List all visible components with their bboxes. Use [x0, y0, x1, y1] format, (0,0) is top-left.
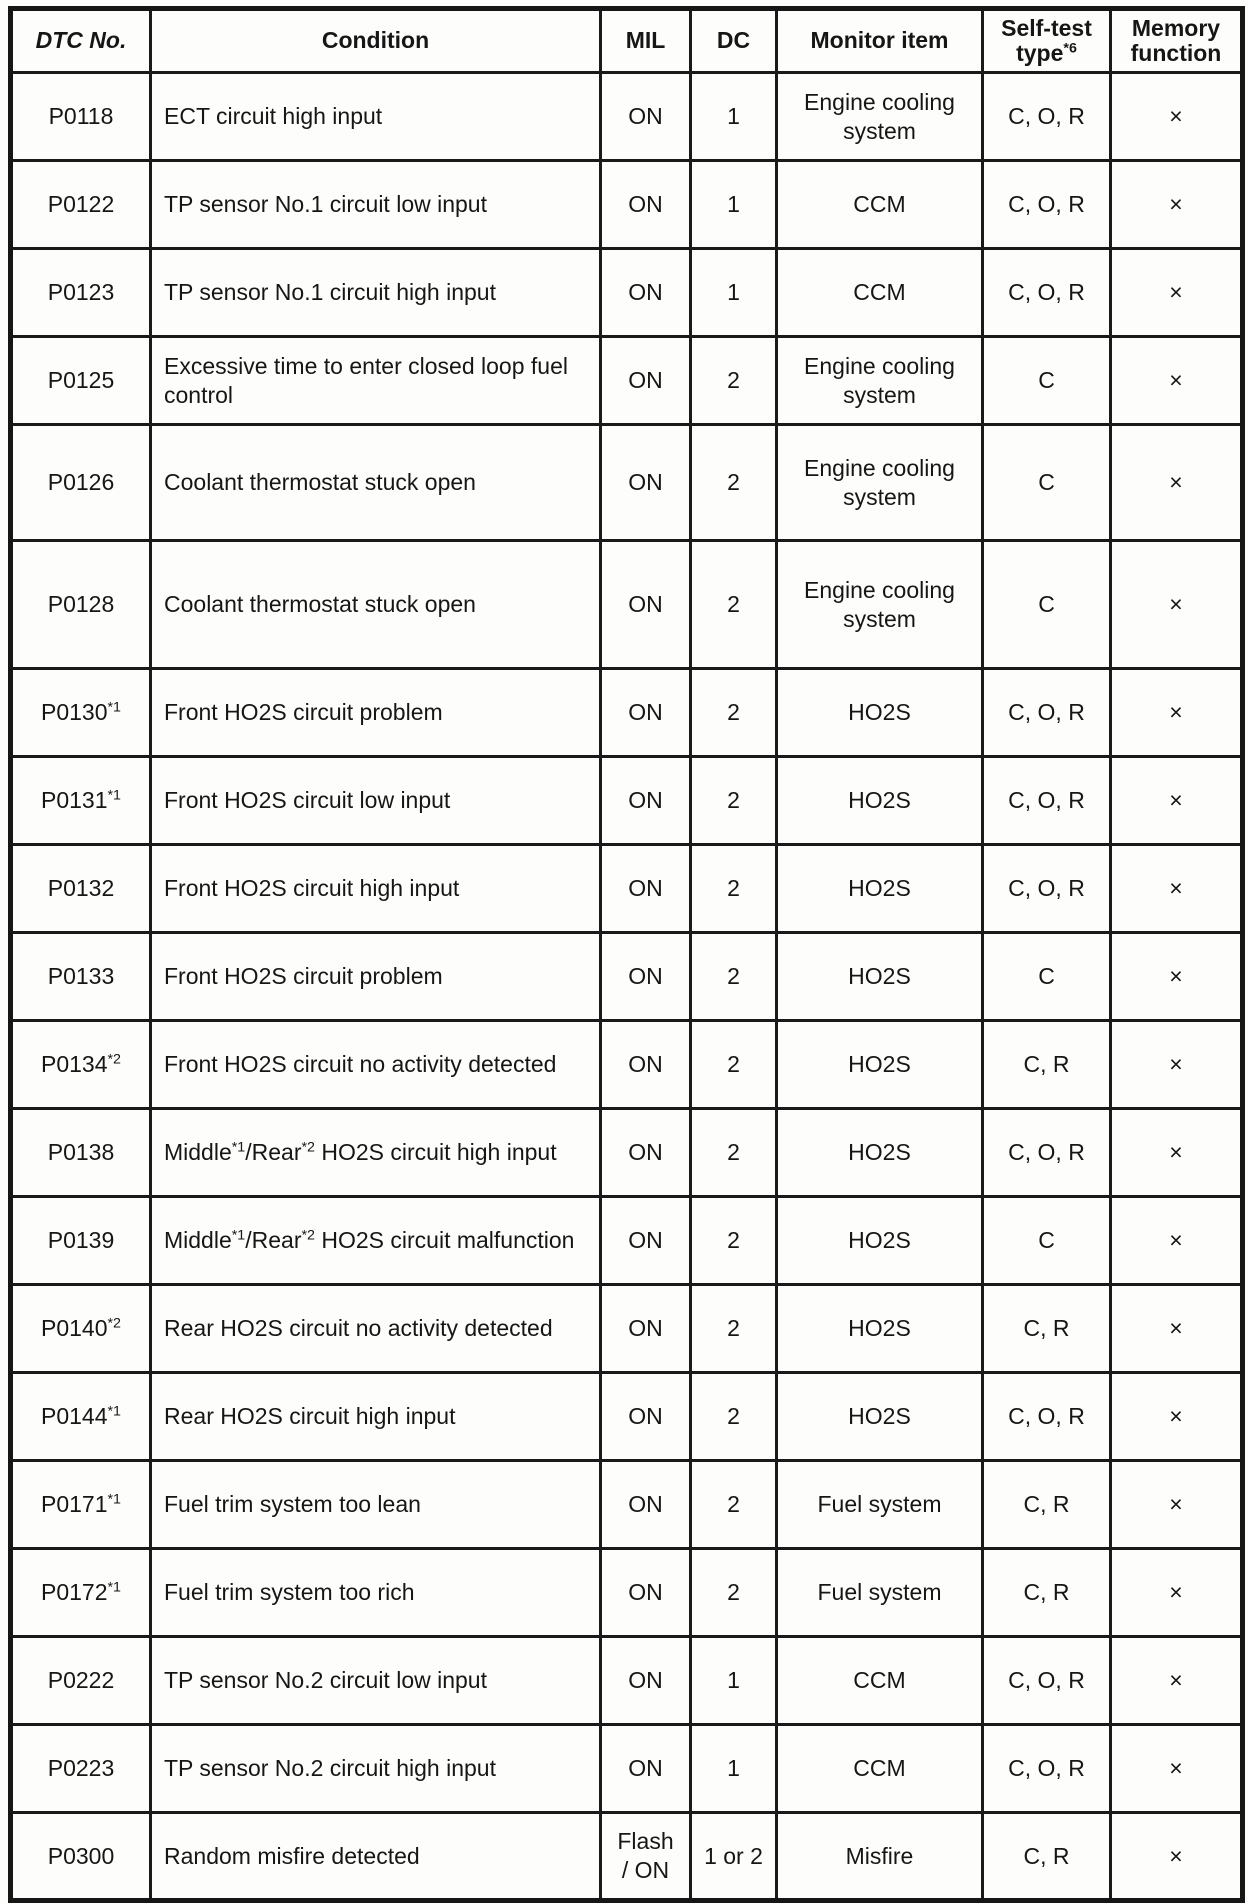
- table-row: [11, 1549, 1243, 1637]
- dtc-cell: P0130$^{*1}$: [11, 669, 151, 757]
- memory-function-cell: ×: [1111, 161, 1243, 249]
- condition-cell: TP sensor No.2 circuit high input: [151, 1725, 601, 1813]
- self-test-type-cell: C, O, R: [983, 757, 1111, 845]
- monitor-item-cell: Engine cooling system: [777, 73, 983, 161]
- table-row: [11, 1285, 1243, 1373]
- condition-cell: Excessive time to enter closed loop fuel control: [151, 337, 601, 425]
- condition-cell: Front HO2S circuit problem: [151, 669, 601, 757]
- mil-cell: ON: [601, 161, 691, 249]
- dtc-cell: P0138: [11, 1109, 151, 1197]
- dc-cell: 2: [691, 1461, 777, 1549]
- self-test-type-cell: C, O, R: [983, 161, 1111, 249]
- monitor-item-cell: HO2S: [777, 1109, 983, 1197]
- table-body: [11, 73, 1243, 1901]
- table-row: [11, 337, 1243, 425]
- dc-cell: 2: [691, 425, 777, 541]
- dtc-cell: P0144$^{*1}$: [11, 1373, 151, 1461]
- dc-cell: 2: [691, 669, 777, 757]
- memory-function-cell: ×: [1111, 845, 1243, 933]
- condition-cell: Rear HO2S circuit no activity detected: [151, 1285, 601, 1373]
- self-test-type-cell: C: [983, 337, 1111, 425]
- dtc-cell: P0223: [11, 1725, 151, 1813]
- dtc-cell: P0131$^{*1}$: [11, 757, 151, 845]
- mil-cell: ON: [601, 1725, 691, 1813]
- mil-cell: ON: [601, 425, 691, 541]
- dc-cell: 2: [691, 933, 777, 1021]
- self-test-type-cell: C, R: [983, 1549, 1111, 1637]
- mil-cell: ON: [601, 73, 691, 161]
- mil-cell: ON: [601, 1373, 691, 1461]
- table-row: [11, 845, 1243, 933]
- memory-function-cell: ×: [1111, 1021, 1243, 1109]
- table-row: [11, 757, 1243, 845]
- monitor-item-cell: HO2S: [777, 1373, 983, 1461]
- self-test-type-cell: C, O, R: [983, 249, 1111, 337]
- condition-cell: Front HO2S circuit high input: [151, 845, 601, 933]
- condition-cell: Middle$^{*1}$/Rear$^{*2}$ HO2S circuit malfunction: [151, 1197, 601, 1285]
- mil-cell: ON: [601, 337, 691, 425]
- table-row: [11, 1637, 1243, 1725]
- memory-function-cell: ×: [1111, 669, 1243, 757]
- monitor-item-cell: CCM: [777, 249, 983, 337]
- table-row: [11, 1109, 1243, 1197]
- table-row: [11, 1813, 1243, 1901]
- table-row: [11, 161, 1243, 249]
- monitor-item-cell: Fuel system: [777, 1461, 983, 1549]
- mil-cell: ON: [601, 1109, 691, 1197]
- memory-function-cell: ×: [1111, 1373, 1243, 1461]
- memory-function-cell: ×: [1111, 933, 1243, 1021]
- monitor-item-cell: Fuel system: [777, 1549, 983, 1637]
- monitor-item-cell: HO2S: [777, 1285, 983, 1373]
- table-row: [11, 1373, 1243, 1461]
- header-dc: DC: [691, 9, 777, 73]
- dtc-cell: P0134$^{*2}$: [11, 1021, 151, 1109]
- condition-cell: Random misfire detected: [151, 1813, 601, 1901]
- monitor-item-cell: HO2S: [777, 757, 983, 845]
- mil-cell: Flash / ON: [601, 1813, 691, 1901]
- monitor-item-cell: Engine cooling system: [777, 541, 983, 669]
- dc-cell: 2: [691, 845, 777, 933]
- dc-cell: 2: [691, 1197, 777, 1285]
- dc-cell: 2: [691, 337, 777, 425]
- monitor-item-cell: HO2S: [777, 669, 983, 757]
- dtc-cell: P0126: [11, 425, 151, 541]
- monitor-item-cell: Engine cooling system: [777, 425, 983, 541]
- mil-cell: ON: [601, 757, 691, 845]
- condition-cell: TP sensor No.1 circuit high input: [151, 249, 601, 337]
- condition-cell: TP sensor No.2 circuit low input: [151, 1637, 601, 1725]
- self-test-type-cell: C, R: [983, 1461, 1111, 1549]
- self-test-type-cell: C, O, R: [983, 669, 1111, 757]
- table-row: [11, 541, 1243, 669]
- table-row: [11, 933, 1243, 1021]
- header-memory-function: Memory function: [1111, 9, 1243, 73]
- monitor-item-cell: CCM: [777, 1637, 983, 1725]
- memory-function-cell: ×: [1111, 249, 1243, 337]
- self-test-type-cell: C, R: [983, 1021, 1111, 1109]
- header-condition: Condition: [151, 9, 601, 73]
- header-row: [11, 9, 1243, 73]
- dc-cell: 1: [691, 1725, 777, 1813]
- memory-function-cell: ×: [1111, 1285, 1243, 1373]
- monitor-item-cell: Misfire: [777, 1813, 983, 1901]
- dc-cell: 2: [691, 541, 777, 669]
- condition-cell: Front HO2S circuit low input: [151, 757, 601, 845]
- mil-cell: ON: [601, 541, 691, 669]
- dtc-cell: P0125: [11, 337, 151, 425]
- monitor-item-cell: HO2S: [777, 845, 983, 933]
- self-test-type-cell: C: [983, 425, 1111, 541]
- condition-cell: Middle$^{*1}$/Rear$^{*2}$ HO2S circuit high input: [151, 1109, 601, 1197]
- dtc-cell: P0122: [11, 161, 151, 249]
- condition-cell: Coolant thermostat stuck open: [151, 425, 601, 541]
- dtc-table: [8, 6, 1245, 1903]
- self-test-type-cell: C, O, R: [983, 1725, 1111, 1813]
- condition-cell: ECT circuit high input: [151, 73, 601, 161]
- monitor-item-cell: Engine cooling system: [777, 337, 983, 425]
- dtc-cell: P0140$^{*2}$: [11, 1285, 151, 1373]
- condition-cell: Fuel trim system too lean: [151, 1461, 601, 1549]
- dc-cell: 2: [691, 1021, 777, 1109]
- table-row: [11, 73, 1243, 161]
- table-row: [11, 425, 1243, 541]
- memory-function-cell: ×: [1111, 1813, 1243, 1901]
- dtc-cell: P0300: [11, 1813, 151, 1901]
- dc-cell: 1: [691, 249, 777, 337]
- memory-function-cell: ×: [1111, 73, 1243, 161]
- monitor-item-cell: HO2S: [777, 933, 983, 1021]
- table-row: [11, 1197, 1243, 1285]
- dtc-cell: P0118: [11, 73, 151, 161]
- dtc-cell: P0172$^{*1}$: [11, 1549, 151, 1637]
- mil-cell: ON: [601, 1549, 691, 1637]
- monitor-item-cell: CCM: [777, 161, 983, 249]
- dtc-cell: P0222: [11, 1637, 151, 1725]
- self-test-type-cell: C: [983, 933, 1111, 1021]
- mil-cell: ON: [601, 1197, 691, 1285]
- table-row: [11, 1461, 1243, 1549]
- self-test-type-cell: C, O, R: [983, 1109, 1111, 1197]
- self-test-type-cell: C, O, R: [983, 845, 1111, 933]
- mil-cell: ON: [601, 1461, 691, 1549]
- table-row: [11, 1725, 1243, 1813]
- monitor-item-cell: HO2S: [777, 1021, 983, 1109]
- mil-cell: ON: [601, 249, 691, 337]
- header-mil: MIL: [601, 9, 691, 73]
- dc-cell: 2: [691, 1549, 777, 1637]
- dc-cell: 2: [691, 757, 777, 845]
- dtc-cell: P0171$^{*1}$: [11, 1461, 151, 1549]
- dc-cell: 2: [691, 1285, 777, 1373]
- self-test-type-cell: C, R: [983, 1285, 1111, 1373]
- dc-cell: 2: [691, 1109, 777, 1197]
- dc-cell: 2: [691, 1373, 777, 1461]
- memory-function-cell: ×: [1111, 1197, 1243, 1285]
- memory-function-cell: ×: [1111, 541, 1243, 669]
- table-row: [11, 249, 1243, 337]
- dc-cell: 1: [691, 161, 777, 249]
- monitor-item-cell: CCM: [777, 1725, 983, 1813]
- memory-function-cell: ×: [1111, 1637, 1243, 1725]
- mil-cell: ON: [601, 1637, 691, 1725]
- header-self-test-type: Self-test type$^{*6}$: [983, 9, 1111, 73]
- dc-cell: 1 or 2: [691, 1813, 777, 1901]
- dtc-cell: P0128: [11, 541, 151, 669]
- dc-cell: 1: [691, 1637, 777, 1725]
- dtc-cell: P0133: [11, 933, 151, 1021]
- condition-cell: Fuel trim system too rich: [151, 1549, 601, 1637]
- table-row: [11, 1021, 1243, 1109]
- memory-function-cell: ×: [1111, 425, 1243, 541]
- self-test-type-cell: C, R: [983, 1813, 1111, 1901]
- memory-function-cell: ×: [1111, 1461, 1243, 1549]
- memory-function-cell: ×: [1111, 1725, 1243, 1813]
- table-row: [11, 669, 1243, 757]
- memory-function-cell: ×: [1111, 1109, 1243, 1197]
- self-test-type-cell: C: [983, 541, 1111, 669]
- condition-cell: Coolant thermostat stuck open: [151, 541, 601, 669]
- dtc-cell: P0123: [11, 249, 151, 337]
- mil-cell: ON: [601, 933, 691, 1021]
- self-test-type-cell: C, O, R: [983, 73, 1111, 161]
- self-test-type-cell: C, O, R: [983, 1637, 1111, 1725]
- memory-function-cell: ×: [1111, 1549, 1243, 1637]
- condition-cell: TP sensor No.1 circuit low input: [151, 161, 601, 249]
- memory-function-cell: ×: [1111, 337, 1243, 425]
- mil-cell: ON: [601, 1021, 691, 1109]
- memory-function-cell: ×: [1111, 757, 1243, 845]
- condition-cell: Front HO2S circuit no activity detected: [151, 1021, 601, 1109]
- condition-cell: Front HO2S circuit problem: [151, 933, 601, 1021]
- self-test-type-cell: C: [983, 1197, 1111, 1285]
- condition-cell: Rear HO2S circuit high input: [151, 1373, 601, 1461]
- mil-cell: ON: [601, 1285, 691, 1373]
- dtc-cell: P0139: [11, 1197, 151, 1285]
- mil-cell: ON: [601, 669, 691, 757]
- monitor-item-cell: HO2S: [777, 1197, 983, 1285]
- mil-cell: ON: [601, 845, 691, 933]
- dtc-cell: P0132: [11, 845, 151, 933]
- header-monitor-item: Monitor item: [777, 9, 983, 73]
- header-dtc: DTC No.: [11, 9, 151, 73]
- self-test-type-cell: C, O, R: [983, 1373, 1111, 1461]
- dc-cell: 1: [691, 73, 777, 161]
